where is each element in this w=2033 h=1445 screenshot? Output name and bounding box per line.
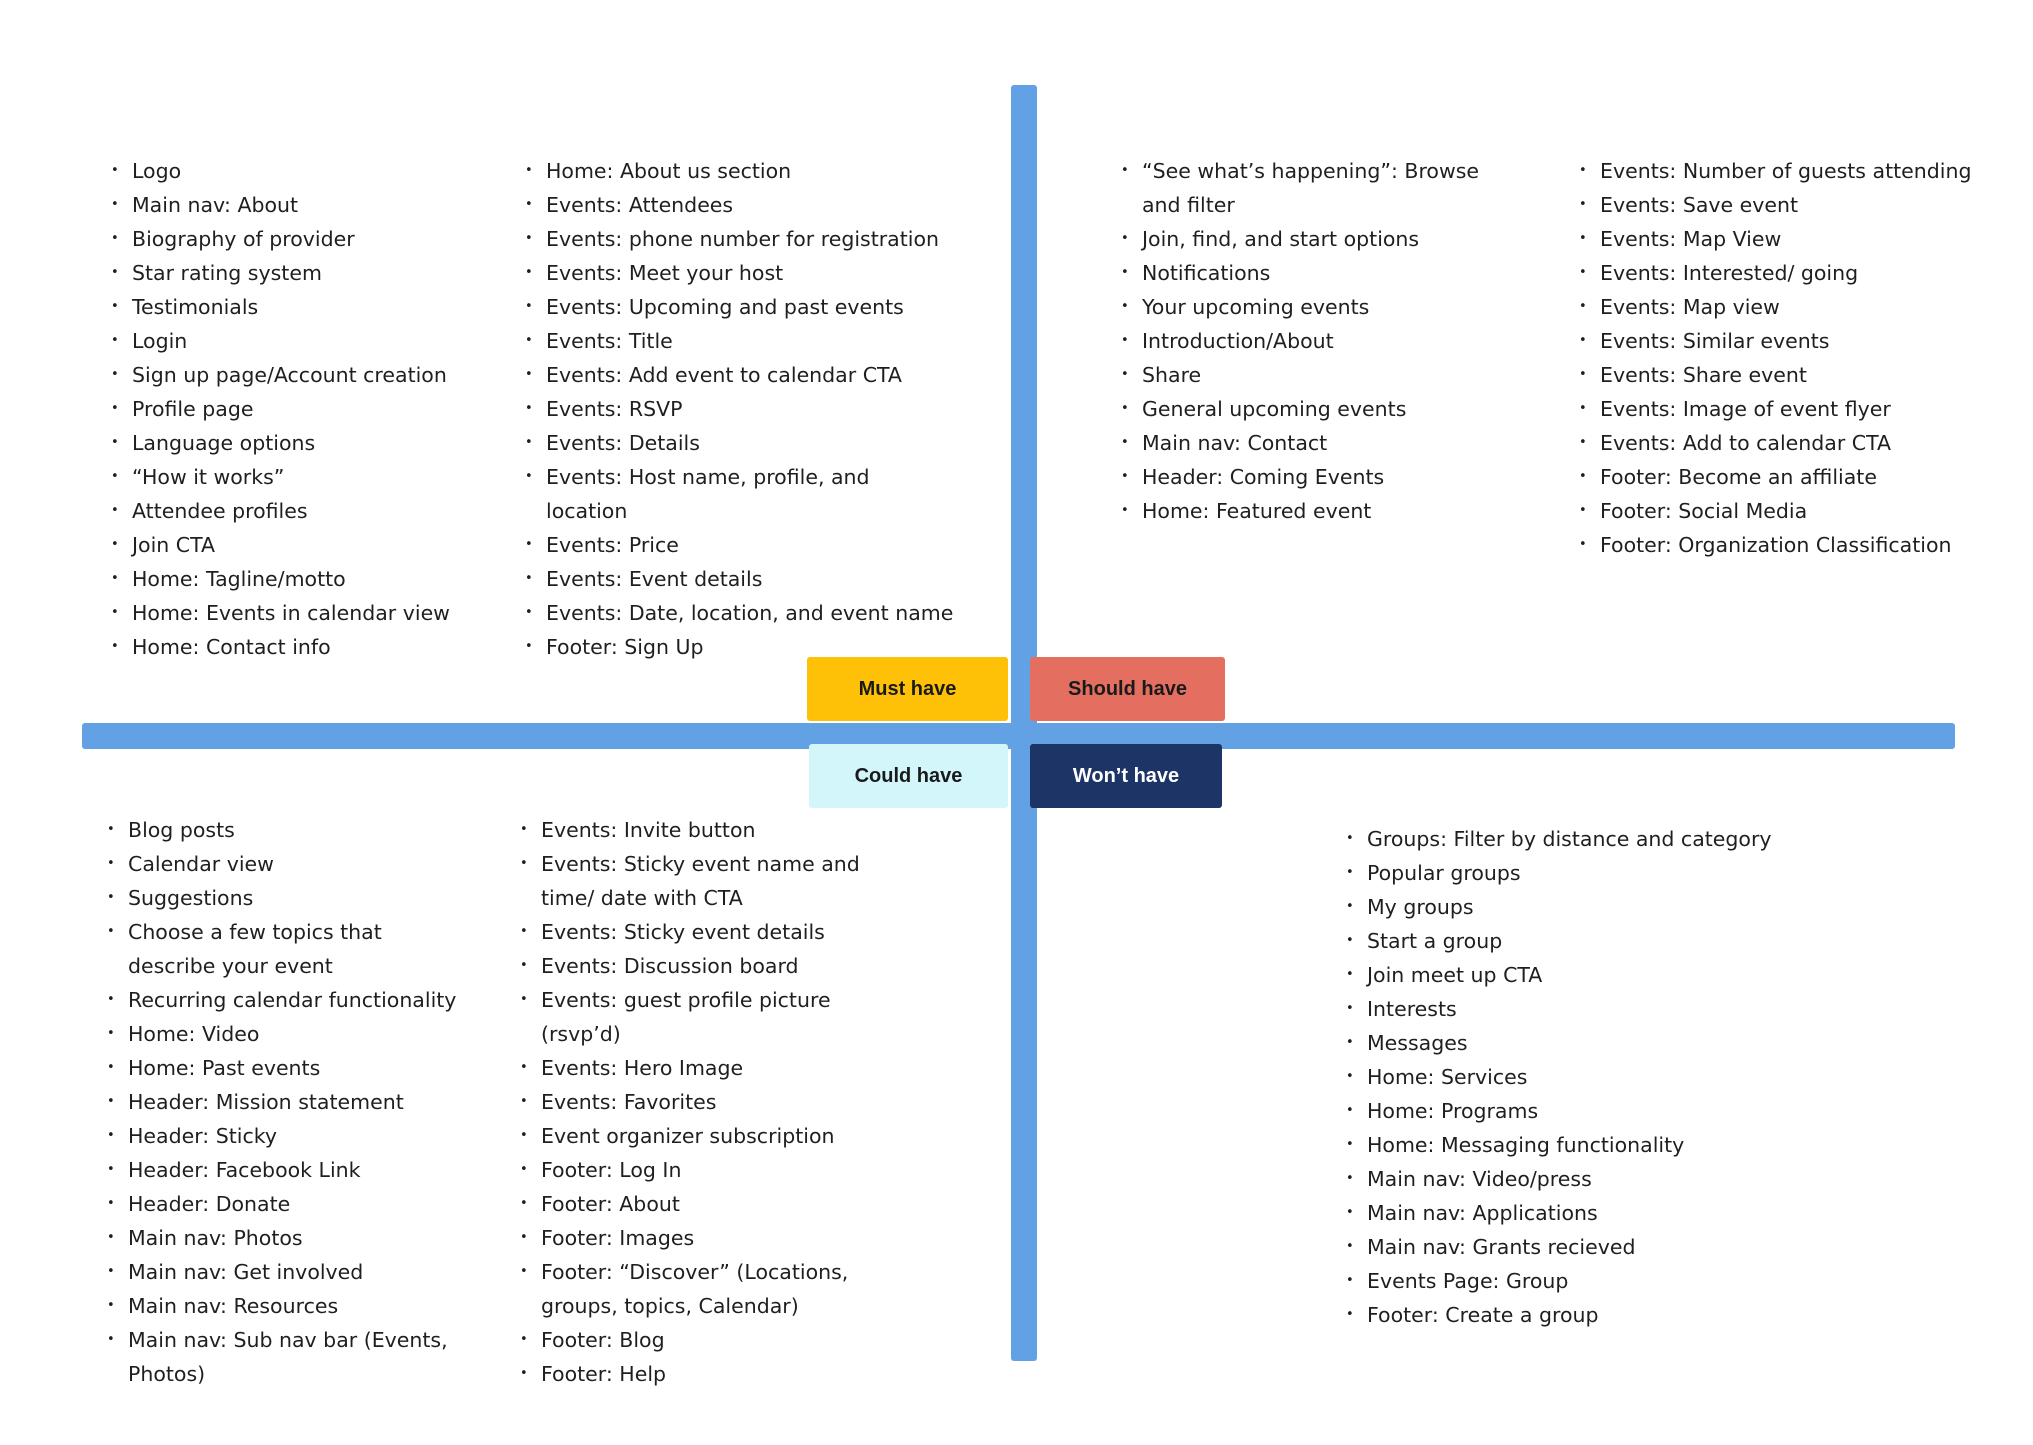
list-item: • Language options <box>111 426 501 460</box>
list-item: • Events: Add event to calendar CTA <box>525 358 955 392</box>
list-item: • Events: Interested/ going <box>1579 256 1999 290</box>
list-item: • Sign up page/Account creation <box>111 358 501 392</box>
list-item: • Footer: Log In <box>520 1153 910 1187</box>
list-item: • Events: Attendees <box>525 188 955 222</box>
list-item: • Events: RSVP <box>525 392 955 426</box>
must-have-list-1 <box>111 154 501 664</box>
list-item: • Footer: Blog <box>520 1323 910 1357</box>
list-item: • Home: Messaging functionality <box>1346 1128 1776 1162</box>
list-item: • Events: phone number for registration <box>525 222 955 256</box>
list-item: • Events: Sticky event name and time/ date with CTA <box>520 847 910 915</box>
list-item: • Events: Favorites <box>520 1085 910 1119</box>
horizontal-axis <box>82 723 1955 749</box>
list-item: • “See what’s happening”: Browse and filter <box>1121 154 1521 222</box>
list-item: • Events: Discussion board <box>520 949 910 983</box>
list-item: • Home: Featured event <box>1121 494 1521 528</box>
wont-have-list-1 <box>1346 822 1776 1332</box>
should-have-label: Should have <box>1030 657 1225 721</box>
list-item: • Events: Event details <box>525 562 955 596</box>
list-item: • Header: Sticky <box>107 1119 467 1153</box>
list-item: • Join CTA <box>111 528 501 562</box>
list-item: • Footer: Create a group <box>1346 1298 1776 1332</box>
list-item: • Main nav: Get involved <box>107 1255 467 1289</box>
list-item: • Events: Title <box>525 324 955 358</box>
list-item: • Events: Hero Image <box>520 1051 910 1085</box>
list-item: • Events: Number of guests attending <box>1579 154 1999 188</box>
list-item: • Profile page <box>111 392 501 426</box>
list-item: • Events: guest profile picture (rsvp’d) <box>520 983 910 1051</box>
list-item: • Events: Map View <box>1579 222 1999 256</box>
list-item: • Main nav: Applications <box>1346 1196 1776 1230</box>
list-item: • Events: Save event <box>1579 188 1999 222</box>
list-item: • Home: Events in calendar view <box>111 596 501 630</box>
list-item: • Events: Upcoming and past events <box>525 290 955 324</box>
list-item: • Star rating system <box>111 256 501 290</box>
list-item: • Events: Share event <box>1579 358 1999 392</box>
list-item: • Events: Map view <box>1579 290 1999 324</box>
list-item: • Events: Image of event flyer <box>1579 392 1999 426</box>
list-item: • Join meet up CTA <box>1346 958 1776 992</box>
should-have-list-1 <box>1121 154 1521 528</box>
list-item: • Home: Tagline/motto <box>111 562 501 596</box>
list-item: • Interests <box>1346 992 1776 1026</box>
list-item: • Logo <box>111 154 501 188</box>
list-item: • Home: Programs <box>1346 1094 1776 1128</box>
list-item: • Main nav: About <box>111 188 501 222</box>
list-item: • Attendee profiles <box>111 494 501 528</box>
list-item: • Join, find, and start options <box>1121 222 1521 256</box>
must-have-label: Must have <box>807 657 1008 721</box>
list-item: • Your upcoming events <box>1121 290 1521 324</box>
list-item: • Events: Meet your host <box>525 256 955 290</box>
list-item: • Home: Past events <box>107 1051 467 1085</box>
list-item: • Start a group <box>1346 924 1776 958</box>
list-item: • Suggestions <box>107 881 467 915</box>
must-have-list-2 <box>525 154 955 664</box>
list-item: • Events Page: Group <box>1346 1264 1776 1298</box>
list-item: • Events: Add to calendar CTA <box>1579 426 1999 460</box>
list-item: • Footer: Organization Classification <box>1579 528 1999 562</box>
list-item: • Home: Services <box>1346 1060 1776 1094</box>
list-item: • Footer: Become an affiliate <box>1579 460 1999 494</box>
list-item: • Event organizer subscription <box>520 1119 910 1153</box>
list-item: • Recurring calendar functionality <box>107 983 467 1017</box>
list-item: • Footer: About <box>520 1187 910 1221</box>
list-item: • Footer: Social Media <box>1579 494 1999 528</box>
list-item: • Blog posts <box>107 813 467 847</box>
list-item: • Events: Similar events <box>1579 324 1999 358</box>
list-item: • Choose a few topics that describe your event <box>107 915 467 983</box>
list-item: • Footer: “Discover” (Locations, groups, topics, Calendar) <box>520 1255 910 1323</box>
list-item: • Biography of provider <box>111 222 501 256</box>
list-item: • Events: Sticky event details <box>520 915 910 949</box>
list-item: • Main nav: Resources <box>107 1289 467 1323</box>
list-item: • Calendar view <box>107 847 467 881</box>
list-item: • Events: Invite button <box>520 813 910 847</box>
list-item: • Footer: Help <box>520 1357 910 1391</box>
list-item: • My groups <box>1346 890 1776 924</box>
list-item: • Events: Details <box>525 426 955 460</box>
list-item: • Header: Mission statement <box>107 1085 467 1119</box>
list-item: • Messages <box>1346 1026 1776 1060</box>
should-have-list-2 <box>1579 154 1999 562</box>
list-item: • Main nav: Video/press <box>1346 1162 1776 1196</box>
list-item: • Main nav: Contact <box>1121 426 1521 460</box>
list-item: • Testimonials <box>111 290 501 324</box>
could-have-label: Could have <box>809 744 1008 808</box>
could-have-list-2 <box>520 813 910 1391</box>
list-item: • Events: Price <box>525 528 955 562</box>
list-item: • Events: Host name, profile, and location <box>525 460 955 528</box>
list-item: • Main nav: Photos <box>107 1221 467 1255</box>
list-item: • Home: Video <box>107 1017 467 1051</box>
list-item: • Notifications <box>1121 256 1521 290</box>
list-item: • Header: Coming Events <box>1121 460 1521 494</box>
list-item: • Home: Contact info <box>111 630 501 664</box>
list-item: • Login <box>111 324 501 358</box>
list-item: • Home: About us section <box>525 154 955 188</box>
list-item: • General upcoming events <box>1121 392 1521 426</box>
list-item: • Groups: Filter by distance and category <box>1346 822 1776 856</box>
list-item: • Events: Date, location, and event name <box>525 596 955 630</box>
list-item: • Footer: Images <box>520 1221 910 1255</box>
list-item: • Share <box>1121 358 1521 392</box>
list-item: • Header: Facebook Link <box>107 1153 467 1187</box>
list-item: • Introduction/About <box>1121 324 1521 358</box>
wont-have-label: Won’t have <box>1030 744 1222 808</box>
could-have-list-1 <box>107 813 467 1391</box>
list-item: • Main nav: Sub nav bar (Events, Photos) <box>107 1323 467 1391</box>
list-item: • Header: Donate <box>107 1187 467 1221</box>
list-item: • Popular groups <box>1346 856 1776 890</box>
list-item: • “How it works” <box>111 460 501 494</box>
list-item: • Main nav: Grants recieved <box>1346 1230 1776 1264</box>
list-item: • Footer: Sign Up <box>525 630 955 664</box>
